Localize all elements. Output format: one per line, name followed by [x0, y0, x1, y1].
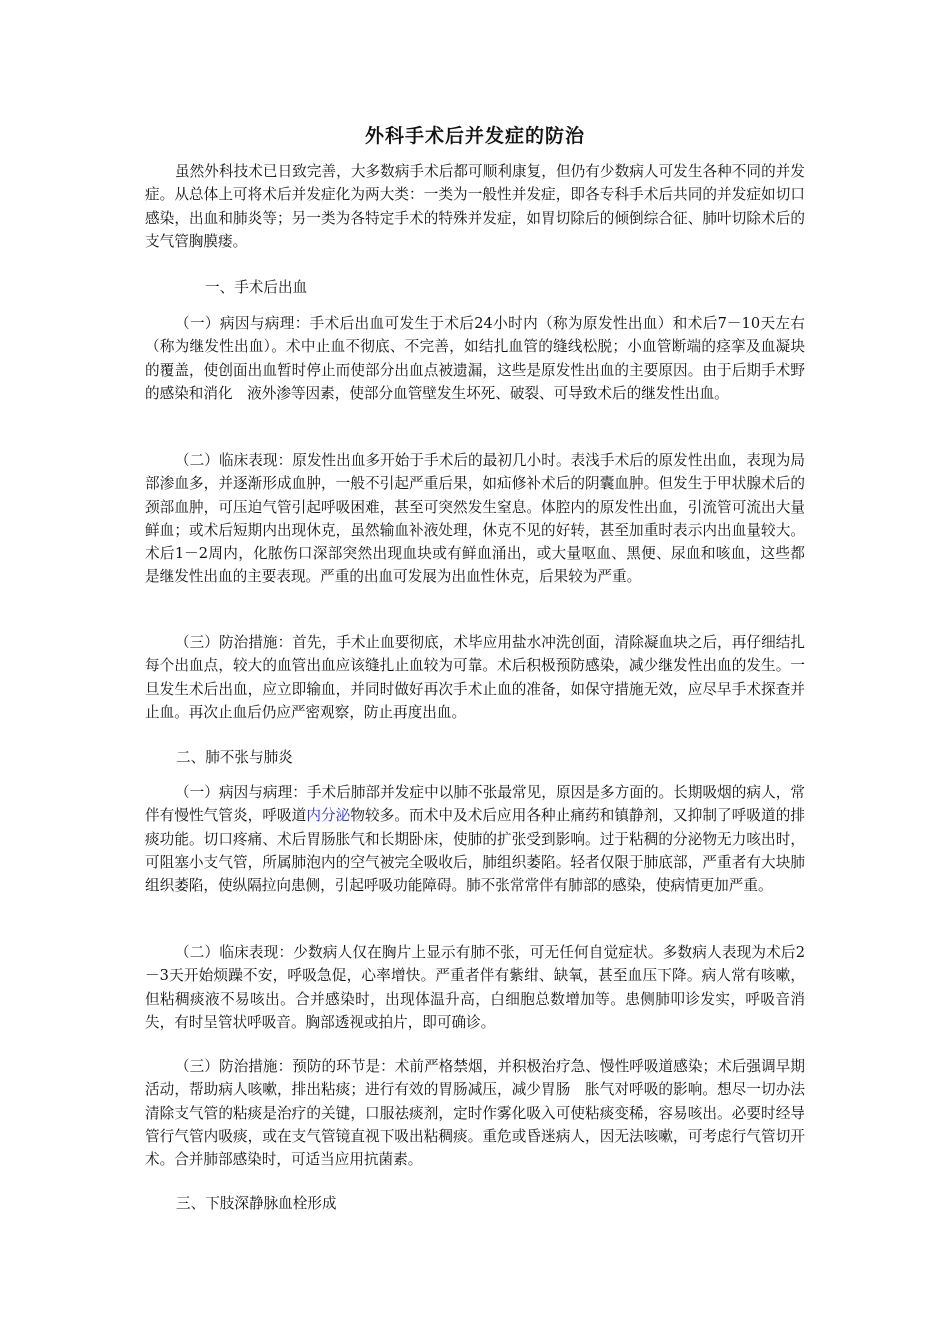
paragraph-text: （一）病因与病理：手术后肺部并发症中以肺不张最常见，原因是多方面的。长期吸烟的病人，常伴有慢性气管炎，呼吸道 [145, 784, 805, 825]
section-2-paragraph-3: （三）防治措施：预防的环节是：术前严格禁烟，并积极治疗急、慢性呼吸道感染；术后强调早期活动，帮助病人咳嗽，排出粘痰；进行有效的胃肠减压，减少胃肠 胀气对呼吸的影响。想尽一切办法清除支气管的粘痰是治疗的关键，口服祛痰剂，定时作雾化吸入可使粘痰变稀，容易咳出。必要时经导管行气管内吸痰，或在支气管镜直视下吸出粘稠痰。重危或昏迷病人，因无法咳嗽，可考虑行气管切开术。合并肺部感染时，可适当应用抗菌素。 [145, 1058, 805, 1169]
section-2-heading: 二、肺不张与肺炎 [176, 749, 293, 766]
paragraph-text: 物较多。而术中及术后应用各种止痛药和镇静剂，又抑制了呼吸道的排痰功能。切口疼痛、术后胃肠胀气和长期卧床，使肺的扩张受到影响。过于粘稠的分泌物无力咳出时，可阻塞小支气管，所属肺泡内的空气被完全吸收后，肺组织萎陷。轻者仅限于肺底部，严重者有大块肺组织萎陷，使纵隔拉向患侧，引起呼吸功能障碍。肺不张常常伴有肺部的感染，使病情更加严重。 [145, 807, 805, 895]
endocrine-link[interactable]: 内分泌 [306, 807, 351, 825]
section-1-paragraph-2: （二）临床表现：原发性出血多开始于手术后的最初几小时。表浅手术后的原发性出血，表现为局部渗血多，并逐渐形成血肿，一般不引起严重后果，如疝修补术后的阴囊血肿。但发生于甲状腺术后的颈部血肿，可压迫气管引起呼吸困难，甚至可突然发生窒息。体腔内的原发性出血，引流管可流出大量鲜血；或术后短期内出现休克，虽然输血补液处理，休克不见的好转，甚至加重时表示内出血量较大。术后1－2周内，化脓伤口深部突然出现血块或有鲜血涌出，或大量呕血、黑便、尿血和咳血，这些都是继发性出血的主要表现。严重的出血可发展为出血性休克，后果较为严重。 [145, 452, 805, 586]
intro-paragraph: 虽然外科技术已日致完善，大多数病手术后都可顺利康复，但仍有少数病人可发生各种不同的并发症。从总体上可将术后并发症化为两大类：一类为一般性并发症，即各专科手术后共同的并发症如切口感染，出血和肺炎等；另一类为各特定手术的特殊并发症，如胃切除后的倾倒综合征、肺叶切除术后的支气管胸膜瘘。 [145, 163, 805, 250]
document-title: 外科手术后并发症的防治 [364, 125, 585, 147]
section-1-heading: 一、手术后出血 [205, 279, 308, 296]
section-3-heading: 三、下肢深静脉血栓形成 [176, 1195, 337, 1212]
section-2-paragraph-1 [145, 781, 805, 897]
section-1-paragraph-3: （三）防治措施：首先，手术止血要彻底，术毕应用盐水冲洗创面，清除凝血块之后，再仔细结扎每个出血点，较大的血管出血应该缝扎止血较为可靠。术后积极预防感染，减少继发性出血的发生。一旦发生术后出血，应立即输血，并同时做好再次手术止血的准备，如保守措施无效，应尽早手术探查并止血。再次止血后仍应严密观察，防止再度出血。 [145, 634, 805, 721]
section-1-paragraph-1: （一）病因与病理：手术后出血可发生于术后24小时内（称为原发性出血）和术后7－10天左右（称为继发性出血）。术中止血不彻底、不完善，如结扎血管的缝线松脱；小血管断端的痉挛及血凝块的覆盖，使创面出血暂时停止而使部分出血点被遗漏，这些是原发性出血的主要原因。由于后期手术野的感染和消化 液外渗等因素，使部分血管壁发生坏死、破裂、可导致术后的继发性出血。 [145, 315, 805, 402]
section-2-paragraph-2: （二）临床表现：少数病人仅在胸片上显示有肺不张，可无任何自觉症状。多数病人表现为术后2－3天开始烦躁不安，呼吸急促，心率增快。严重者伴有紫绀、缺氧，甚至血压下降。病人常有咳嗽，但粘稠痰液不易咳出。合并感染时，出现体温升高，白细胞总数增加等。患侧肺叩诊发实，呼吸音消失，有时呈管状呼吸音。胸部透视或拍片，即可确诊。 [145, 944, 805, 1031]
